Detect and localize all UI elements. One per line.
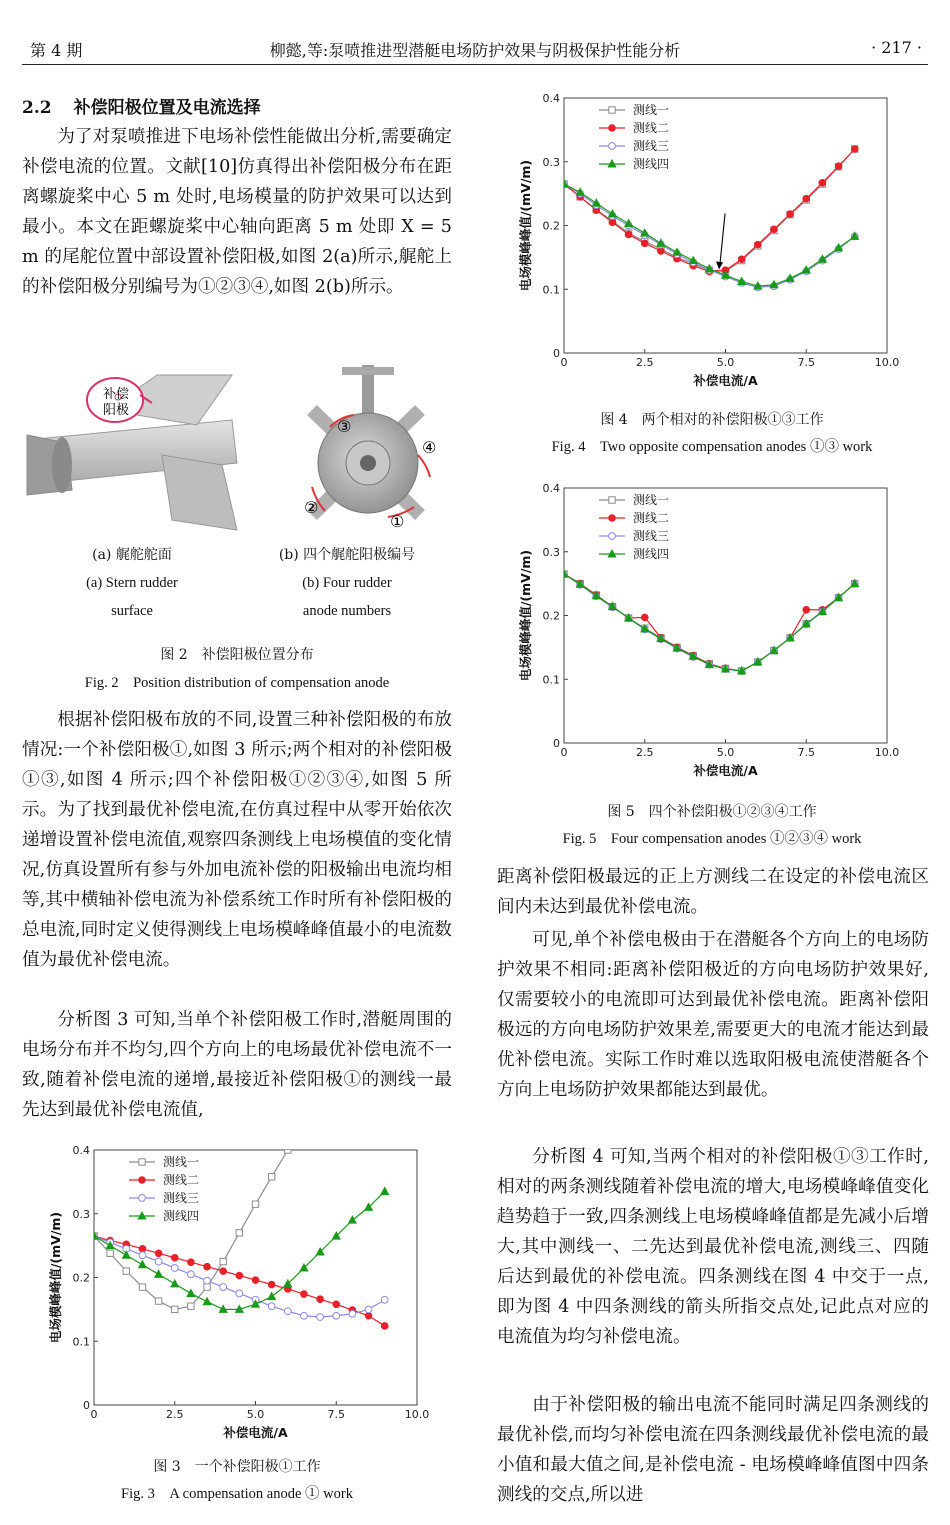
x-tick-label: 5.0 <box>716 356 735 369</box>
legend-marker <box>609 143 616 150</box>
running-title: 柳懿,等:泵喷推进型潜艇电场防护效果与阴极保护性能分析 <box>269 41 681 60</box>
left-paragraph-3: 分析图 3 可知,当单个补偿阳极工作时,潜艇周围的电场分布并不均匀,四个方向上的电场最优补偿电流不一致,随着补偿电流的递增,最接近补偿阳极①的测线一最先达到最优补偿电流值, <box>22 1010 452 1120</box>
data-point <box>172 1306 178 1312</box>
y-tick-label: 0.4 <box>542 92 560 105</box>
legend-label: 测线二 <box>163 1173 200 1187</box>
data-point <box>204 1277 211 1284</box>
x-tick-label: 2.5 <box>166 1408 184 1421</box>
data-point <box>203 1298 211 1305</box>
data-point <box>123 1268 129 1274</box>
data-point <box>381 1296 388 1303</box>
legend-label: 测线三 <box>633 139 670 153</box>
data-point <box>220 1284 227 1291</box>
data-point <box>803 606 810 613</box>
legend-label: 测线一 <box>163 1155 200 1169</box>
data-point <box>236 1230 242 1236</box>
y-tick-label: 0.3 <box>72 1207 90 1221</box>
x-tick-label: 10.0 <box>874 746 900 759</box>
data-point <box>155 1298 161 1304</box>
data-point <box>171 1265 178 1272</box>
fig2a-caption-cn: (a) 艉舵舵面 <box>92 547 172 563</box>
data-point <box>220 1268 227 1275</box>
legend-label: 测线三 <box>633 529 670 543</box>
x-tick-label: 10.0 <box>874 356 900 369</box>
legend-marker <box>139 1159 145 1165</box>
data-point <box>625 231 632 238</box>
fig2a-caption-en <box>22 569 242 625</box>
x-axis-label: 补偿电流/A <box>223 1425 288 1440</box>
data-point <box>803 195 810 202</box>
x-axis-label: 补偿电流/A <box>693 373 758 388</box>
data-point <box>236 1272 243 1279</box>
data-point <box>301 1312 308 1319</box>
data-point <box>658 248 665 255</box>
data-point <box>333 1301 340 1308</box>
y-tick-label: 0.1 <box>542 673 560 687</box>
anode-label-4: ④ <box>422 438 437 457</box>
fig2a-caption-en-line1: (a) Stern rudder <box>86 575 178 591</box>
data-point <box>139 1284 145 1290</box>
plot-frame <box>564 488 887 743</box>
series-line-4 <box>564 574 855 671</box>
x-tick-label: 0 <box>560 746 568 759</box>
fig3-caption-cn: 图 3 一个补偿阳极①工作 <box>153 1459 321 1475</box>
data-point <box>349 1310 356 1317</box>
x-tick-label: 0 <box>560 356 568 369</box>
legend <box>599 492 669 561</box>
y-tick-label: 0.1 <box>542 283 560 297</box>
y-axis-label: 电场模峰峰值/(mV/m) <box>518 159 533 292</box>
data-point <box>187 1289 195 1296</box>
left-paragraph-1: 为了对泵喷推进下电场补偿性能做出分析,需要确定补偿电流的位置。文献[10]仿真得出补偿阳极分布在距离螺旋桨中心 5 m 处时,电场模量的防护效果可以达到最小。本文在距螺旋桨中心轴向距离 5 m 处即 X = 5 m 的尾舵位置中部设置补偿阳极,如图 2(a)所示,艉舵上的补偿阳极分别编号为①②③④,如图 2(b)所示。 <box>22 127 452 297</box>
header-rule <box>22 64 928 65</box>
left-paragraph-2: 根据补偿阳极布放的不同,设置三种补偿阳极的布放情况:一个补偿阳极①,如图 3 所示;两个相对的补偿阳极①③,如图 4 所示;四个补偿阳极①②③④,如图 5 所示。为了找到最优补偿电流,在仿真过程中从零开始依次递增设置补偿电流值,观察四条测线上电场模值的变化情况,仿真设置所有参与外加电流补偿的阳极输出电流均相等,其中横轴补偿电流为补偿系统工作时所有补偿阳极的总电流,同时定义使得测线上电场模峰峰值最小的电流数值为最优补偿电流。 <box>22 710 452 970</box>
y-tick-label: 0.1 <box>72 1335 90 1349</box>
data-point <box>107 1250 113 1256</box>
data-point <box>365 1312 372 1319</box>
series-line-2 <box>564 574 855 671</box>
data-point <box>317 1314 324 1321</box>
fig2b-caption-en-line2: anode numbers <box>302 603 392 619</box>
x-tick-label: 7.5 <box>797 356 815 369</box>
y-tick-label: 0.4 <box>542 482 560 495</box>
legend-label: 测线一 <box>633 493 670 507</box>
x-tick-label: 2.5 <box>636 746 654 759</box>
data-point <box>220 1258 226 1264</box>
data-point <box>252 1201 258 1207</box>
figure-4-chart <box>512 88 912 388</box>
section-heading <box>22 93 261 118</box>
anode-label-3: ③ <box>337 417 352 436</box>
data-point <box>236 1290 243 1297</box>
y-tick-label: 0.2 <box>542 609 560 623</box>
data-point <box>139 1252 146 1259</box>
data-point <box>787 211 794 218</box>
data-point <box>171 1280 179 1287</box>
section-number: 2.2 <box>22 98 52 118</box>
data-point <box>365 1306 372 1313</box>
fig2-caption-cn: 图 2 补偿阳极位置分布 <box>160 647 314 663</box>
data-point <box>188 1303 194 1309</box>
legend-label: 测线二 <box>633 511 670 525</box>
data-point <box>301 1291 308 1298</box>
x-tick-label: 10.0 <box>404 1408 430 1421</box>
legend-marker <box>609 497 615 503</box>
series-group <box>560 146 858 291</box>
fig2a-caption-en-line2: surface <box>111 603 153 619</box>
figure-2 <box>22 365 452 665</box>
series-line-1 <box>564 574 855 671</box>
data-point <box>139 1246 146 1253</box>
legend-marker <box>139 1177 146 1184</box>
x-tick-label: 5.0 <box>246 1408 265 1421</box>
y-tick-label: 0 <box>553 737 560 750</box>
data-point <box>755 241 762 248</box>
data-point <box>819 179 826 186</box>
data-point <box>139 1261 147 1268</box>
y-tick-label: 0.2 <box>542 219 560 233</box>
series-group <box>560 570 858 674</box>
data-point <box>381 1323 388 1330</box>
x-tick-label: 5.0 <box>716 746 735 759</box>
data-point <box>155 1250 162 1257</box>
rudder-anodes-image <box>304 365 436 531</box>
x-axis-label: 补偿电流/A <box>693 763 758 778</box>
annotation-arrow-shaft <box>720 213 725 263</box>
callout-line-1: 补偿 <box>103 387 130 402</box>
legend-label: 测线三 <box>163 1191 200 1205</box>
data-point <box>188 1259 195 1266</box>
page-number: · 217 · <box>871 38 922 57</box>
legend-marker <box>609 125 616 132</box>
data-point <box>268 1281 275 1288</box>
data-point <box>381 1187 389 1194</box>
data-point <box>835 163 842 170</box>
x-tick-label: 7.5 <box>797 746 815 759</box>
legend-label: 测线四 <box>633 157 670 171</box>
y-axis-label: 电场模峰峰值/(mV/m) <box>48 1211 63 1344</box>
data-point <box>317 1296 324 1303</box>
fig2b-caption-en-line1: (b) Four rudder <box>302 575 392 591</box>
figure-5-chart <box>512 478 912 778</box>
figure-2-illustration <box>22 365 452 535</box>
right-paragraph-1: 距离补偿阳极最远的正上方测线二在设定的补偿电流区间内未达到最优补偿电流。 <box>497 867 929 917</box>
legend-marker <box>609 515 616 522</box>
right-paragraph-2: 可见,单个补偿电极由于在潜艇各个方向上的电场防护效果不相同:距离补偿阳极近的方向电场防护效果好,仅需要较小的电流即可达到最优补偿电流。距离补偿阳极远的方向电场防护效果差,需要更大的电流才能达到最优补偿电流。实际工作时难以选取阳极电流使潜艇各个方向上电场防护效果都能达到最优。 <box>497 930 929 1100</box>
y-tick-label: 0.3 <box>542 545 560 559</box>
fig2b-caption-en <box>242 569 452 625</box>
data-point <box>285 1147 291 1153</box>
figure-3-chart <box>42 1140 442 1440</box>
fig5-caption-cn: 图 5 四个补偿阳极①②③④工作 <box>607 804 817 820</box>
data-point <box>771 226 778 233</box>
data-point <box>641 614 648 621</box>
data-point <box>204 1263 211 1270</box>
data-point <box>738 256 745 263</box>
data-point <box>609 219 616 226</box>
data-point <box>123 1251 131 1258</box>
legend <box>599 102 669 171</box>
legend-label: 测线四 <box>163 1209 200 1223</box>
data-point <box>284 1308 291 1315</box>
data-point <box>349 1216 357 1223</box>
data-point <box>333 1312 340 1319</box>
data-point <box>268 1303 275 1310</box>
legend-label: 测线一 <box>633 103 670 117</box>
data-point <box>155 1258 162 1265</box>
x-tick-label: 2.5 <box>636 356 654 369</box>
y-axis-label: 电场模峰峰值/(mV/m) <box>518 549 533 682</box>
data-point <box>171 1254 178 1261</box>
right-paragraph-4: 由于补偿阳极的输出电流不能同时满足四条测线的最优补偿,而均匀补偿电流在四条测线最优补偿电流的最小值和最大值之间,是补偿电流 - 电场模峰峰值图中四条测线的交点,所以进 <box>497 1395 929 1505</box>
anode-label-1: ① <box>390 512 405 531</box>
stern-rudder-image <box>27 375 237 530</box>
data-point <box>188 1271 195 1278</box>
x-tick-label: 0 <box>90 1408 98 1421</box>
data-point <box>252 1277 259 1284</box>
fig3-caption-en: Fig. 3 A compensation anode ① work <box>121 1486 353 1502</box>
data-point <box>155 1270 163 1277</box>
x-tick-label: 7.5 <box>327 1408 345 1421</box>
journal-issue: 第 4 期 <box>30 41 83 60</box>
data-point <box>268 1174 274 1180</box>
right-paragraph-3: 分析图 4 可知,当两个相对的补偿阳极①③工作时,相对的两条测线随着补偿电流的增大,电场模峰峰值变化趋势趋于一致,四条测线上电场模峰峰值都是先减小后增大,其中测线一、二先达到最优补偿电流,测线三、四随后达到最优的补偿电流。四条测线在图 4 中交于一点,即为图 4 中四条测线的箭头所指交点处,记此点对应的电流值为均匀补偿电流。 <box>497 1147 929 1347</box>
legend-label: 测线四 <box>633 547 670 561</box>
data-point <box>268 1293 276 1300</box>
legend <box>129 1154 199 1223</box>
legend-marker <box>609 107 615 113</box>
y-tick-label: 0 <box>553 347 560 360</box>
legend-marker <box>139 1195 146 1202</box>
fig4-caption-en: Fig. 4 Two opposite compensation anodes ①③ work <box>551 439 873 455</box>
fig5-caption-en: Fig. 5 Four compensation anodes ①②③④ work <box>562 831 862 847</box>
section-title: 补偿阳极位置及电流选择 <box>73 98 261 118</box>
fig2-caption-en: Fig. 2 Position distribution of compensation anode <box>84 675 390 691</box>
legend-label: 测线二 <box>633 121 670 135</box>
callout-line-2: 阳极 <box>103 403 130 418</box>
fig2b-caption-cn: (b) 四个艉舵阳极编号 <box>278 547 416 563</box>
y-tick-label: 0.2 <box>72 1271 90 1285</box>
y-tick-label: 0.3 <box>542 155 560 169</box>
data-point <box>851 146 858 153</box>
fig4-caption-cn: 图 4 两个相对的补偿阳极①③工作 <box>600 412 824 428</box>
anode-label-2: ② <box>304 498 319 517</box>
series-group <box>90 1147 388 1329</box>
legend-marker <box>609 533 616 540</box>
series-line-3 <box>564 574 855 671</box>
data-point <box>204 1284 210 1290</box>
y-tick-label: 0.4 <box>72 1144 90 1157</box>
y-tick-label: 0 <box>83 1399 90 1412</box>
data-point <box>641 240 648 247</box>
